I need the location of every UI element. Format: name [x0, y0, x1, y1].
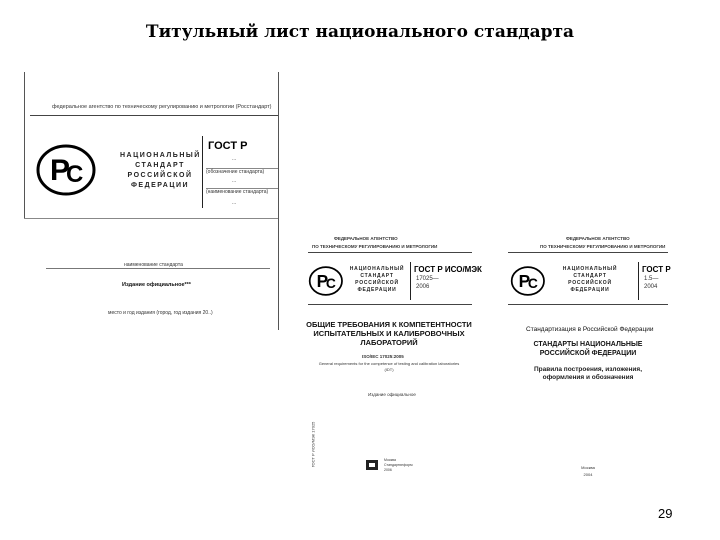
national-line: СТАНДАРТ — [360, 273, 394, 279]
footer-line: 2006 — [384, 468, 392, 472]
svg-text:P: P — [518, 270, 531, 291]
doc1-field2: (наименование стандарта) — [206, 189, 269, 195]
doc3-national-block — [560, 266, 620, 294]
subtitle-line: Правила построения, изложения, — [533, 366, 643, 373]
doc1-bottom-line: наименование стандарта — [124, 262, 183, 268]
national-line: СТАНДАРТ — [573, 273, 607, 279]
subtitle-line: оформления и обозначения — [542, 374, 634, 381]
title-line: РОССИЙСКОЙ ФЕДЕРАЦИИ — [539, 350, 637, 357]
svg-text:P: P — [50, 154, 71, 187]
doc3-subtitle — [506, 366, 670, 382]
doc2-gost-label: ГОСТ Р ИСО/МЭК — [414, 265, 482, 274]
doc2-side-text: ГОСТ Р ИСО/МЭК 17025 — [310, 421, 316, 468]
doc3-header-rule — [508, 252, 668, 253]
national-line: СТАНДАРТ — [135, 162, 185, 169]
doc1-dots: ... — [232, 156, 237, 162]
title-line: СТАНДАРТЫ НАЦИОНАЛЬНЫЕ — [533, 341, 643, 348]
doc3-title — [506, 340, 670, 358]
doc3-mid-rule — [508, 304, 668, 305]
gost-box-left — [202, 136, 203, 208]
title-page-example-17025 — [304, 232, 482, 480]
title-line: ОБЩИЕ ТРЕБОВАНИЯ К КОМПЕТЕНТНОСТИ — [306, 320, 472, 329]
doc3-gost-year: 2004 — [644, 284, 658, 290]
footer-line: Москва — [581, 465, 595, 470]
doc1-footer: место и год издания (город, год издания 20..) — [108, 310, 213, 316]
national-line: НАЦИОНАЛЬНЫЙ — [349, 266, 405, 272]
footer-line: 2004 — [583, 472, 593, 477]
title-line: ИСПЫТАТЕЛЬНЫХ И КАЛИБРОВОЧНЫХ — [313, 329, 465, 338]
national-line: РОССИЙСКОЙ — [127, 172, 193, 179]
svg-text:P: P — [316, 270, 329, 291]
title-page-example-1-5 — [506, 232, 670, 480]
rst-logo-icon — [36, 144, 100, 196]
doc2-title — [304, 320, 474, 347]
en-line: (IDT) — [384, 367, 394, 372]
doc3-header2: ПО ТЕХНИЧЕСКОМУ РЕГУЛИРОВАНИЮ И МЕТРОЛОГИИ — [540, 244, 666, 249]
footer-line: Москва — [384, 458, 396, 462]
national-line: РОССИЙСКОЙ — [355, 280, 399, 286]
doc2-national-block — [348, 266, 406, 294]
publisher-logo-icon — [366, 460, 378, 470]
left-border — [24, 72, 25, 218]
svg-text:C: C — [527, 274, 538, 291]
doc2-footer — [384, 458, 413, 473]
slide-title: Титульный лист национального стандарта — [145, 22, 575, 42]
national-line: ФЕДЕРАЦИИ — [570, 287, 610, 293]
doc3-header1: ФЕДЕРАЛЬНОЕ АГЕНТСТВО — [566, 236, 630, 241]
doc1-edition: Издание официальное*** — [122, 282, 191, 288]
national-line: ФЕДЕРАЦИИ — [130, 182, 190, 189]
svg-text:C: C — [325, 274, 336, 291]
en-line: General requirements for the competence of testing and calibration laboratories — [318, 361, 460, 366]
doc3-footer — [506, 464, 670, 478]
doc2-en-block — [304, 361, 474, 373]
doc3-gost-box-left — [638, 262, 639, 300]
doc2-gost-box-left — [410, 262, 411, 300]
doc3-gost-label: ГОСТ Р — [642, 265, 671, 274]
doc2-header2: ПО ТЕХНИЧЕСКОМУ РЕГУЛИРОВАНИЮ И МЕТРОЛОГИИ — [312, 244, 438, 249]
doc2-header-rule — [308, 252, 472, 253]
national-line: НАЦИОНАЛЬНЫЙ — [562, 266, 618, 272]
title-page-template — [24, 72, 280, 330]
doc1-field1: (обозначение стандарта) — [206, 169, 265, 175]
national-line: НАЦИОНАЛЬНЫЙ — [120, 152, 201, 159]
doc2-iso-ref: ISO/IEC 17025:2005 — [362, 354, 404, 359]
svg-text:C: C — [66, 161, 84, 188]
right-border — [278, 72, 279, 330]
rst-logo-icon — [308, 266, 346, 296]
doc2-header1: ФЕДЕРАЛЬНОЕ АГЕНТСТВО — [334, 236, 398, 241]
doc1-dots: ... — [232, 200, 237, 206]
doc2-edition: Издание официальное — [368, 392, 416, 397]
page-number: 29 — [658, 506, 673, 521]
doc2-gost-num: 17025— — [416, 276, 439, 282]
footer-line: Стандартинформ — [384, 463, 413, 467]
national-line: ФЕДЕРАЦИИ — [357, 287, 397, 293]
divider — [24, 218, 278, 219]
doc1-gost-label: ГОСТ Р — [208, 140, 248, 152]
national-line: РОССИЙСКОЙ — [568, 280, 612, 286]
doc2-mid-rule — [308, 304, 472, 305]
doc3-series: Стандартизация в Российской Федерации — [526, 326, 654, 333]
doc1-header-rule — [30, 115, 278, 116]
doc3-gost-num: 1.5— — [644, 276, 659, 282]
rst-logo-icon — [510, 266, 548, 296]
title-line: ЛАБОРАТОРИЙ — [360, 338, 418, 347]
doc1-national-block — [120, 151, 200, 191]
doc1-header: федеральное агентство по техническому регулированию и метрологии (Росстандарт) — [52, 104, 272, 110]
doc1-bottom-rule — [46, 268, 270, 269]
doc2-gost-year: 2006 — [416, 284, 430, 290]
doc1-dots: ... — [232, 178, 237, 184]
